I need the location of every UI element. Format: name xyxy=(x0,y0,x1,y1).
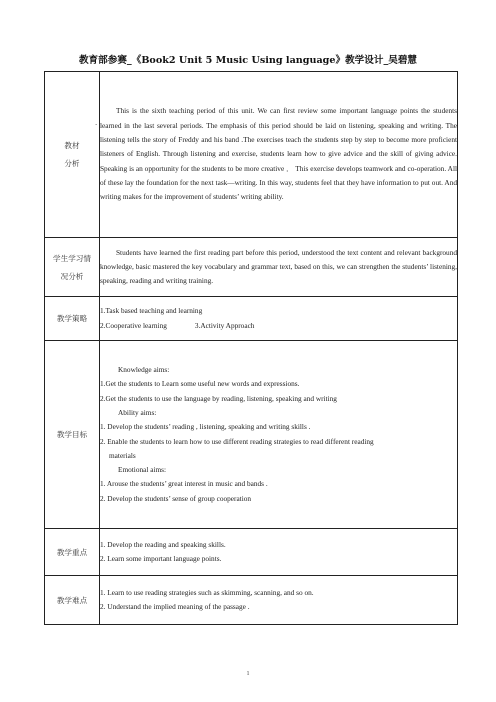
page-number: 1 xyxy=(246,671,250,677)
knowledge-aims-heading: Knowledge aims: xyxy=(118,365,170,375)
learners-label-line2: 况分析 xyxy=(60,271,84,281)
materials-label-line1: 教材 xyxy=(64,141,80,150)
document-title: 教育部参赛_《Book2 Unit 5 Music Using language》教学设计_吴碧慧 xyxy=(78,55,418,66)
strategy-activity: 3.Activity Approach xyxy=(194,320,255,330)
key-points-label: 教学重点 xyxy=(45,529,100,576)
strategy-line1: 1.Task based teaching and learning xyxy=(100,306,203,316)
emotional-aims-heading: Emotional aims: xyxy=(118,465,167,475)
learners-content xyxy=(100,238,458,297)
learners-row xyxy=(45,238,458,297)
emotional-aim-2: 2. Develop the students’ sense of group cooperation xyxy=(100,493,252,503)
difficulty-2: 2. Understand the implied meaning of the passage . xyxy=(100,602,250,611)
learners-label xyxy=(45,238,100,297)
materials-label xyxy=(45,72,100,238)
ability-aims-heading: Ability aims: xyxy=(118,407,157,417)
ability-aim-2-cont: materials xyxy=(109,450,136,460)
materials-label-line2: 分析 xyxy=(64,159,80,168)
materials-content xyxy=(100,72,458,238)
difficulties-content xyxy=(100,576,458,625)
knowledge-aim-1: 1.Get the students to Learn some useful new words and expressions. xyxy=(100,379,300,389)
knowledge-aim-2: 2.Get the students to use the language by reading, listening, speaking and writing xyxy=(100,393,337,403)
learners-text: Students have learned the first reading part before this period, understood the text content and relevant background knowledge, basic mastered the key vocabulary and grammar text, based on this, we can strengthen the students’ listening, speaking, reading and writing training. xyxy=(100,247,457,286)
strategy-row xyxy=(45,297,458,341)
strategy-cooperative: 2.Cooperative learning xyxy=(100,320,167,330)
lesson-plan-table xyxy=(44,71,458,625)
ability-aim-1: 1. Develop the students’ reading , listening, speaking and writing skills . xyxy=(100,422,311,432)
key-point-1: 1. Develop the reading and speaking skills. xyxy=(100,539,226,549)
learners-label-line1: 学生学习情 xyxy=(53,253,91,263)
objectives-content xyxy=(100,341,458,529)
materials-row xyxy=(45,72,458,238)
strategy-label: 教学策略 xyxy=(45,297,100,341)
objectives-row xyxy=(45,341,458,529)
difficulty-1: 1. Learn to use reading strategies such as skimming, scanning, and so on. xyxy=(100,587,314,597)
key-points-row xyxy=(45,529,458,576)
strategy-content xyxy=(100,297,458,341)
emotional-aim-1: 1. Arouse the students’ great interest in music and bands . xyxy=(100,479,268,489)
ability-aim-2: 2. Enable the students to learn how to use different reading strategies to read different reading xyxy=(100,436,374,446)
strategy-line2 xyxy=(100,319,457,333)
key-point-2: 2. Learn some important language points. xyxy=(100,554,222,563)
materials-text: This is the sixth teaching period of this unit. We can first review some important language points the students learned in the last several periods. The emphasis of this period should be laid on listening, speaking and writing. The listening tells the story of Freddy and his band .The exercises teach the students step by step to become more proficient listeners of English. Through listening and exercise, students learn how to give advice and the skill of giving advice. Speaking is an opportunity for the students to be more creative ． This exercise develops teamwork and co-operation. All of these lay the foundation for the next task—writing. In this way, students feel that they have information to put out. And writing makes for the improvement of students’ writing ability. xyxy=(100,106,457,202)
key-points-content xyxy=(100,529,458,576)
difficulties-label: 教学难点 xyxy=(45,576,100,625)
stray-dot: . xyxy=(95,119,98,127)
objectives-label: 教学目标 xyxy=(45,341,100,529)
difficulties-row xyxy=(45,576,458,625)
